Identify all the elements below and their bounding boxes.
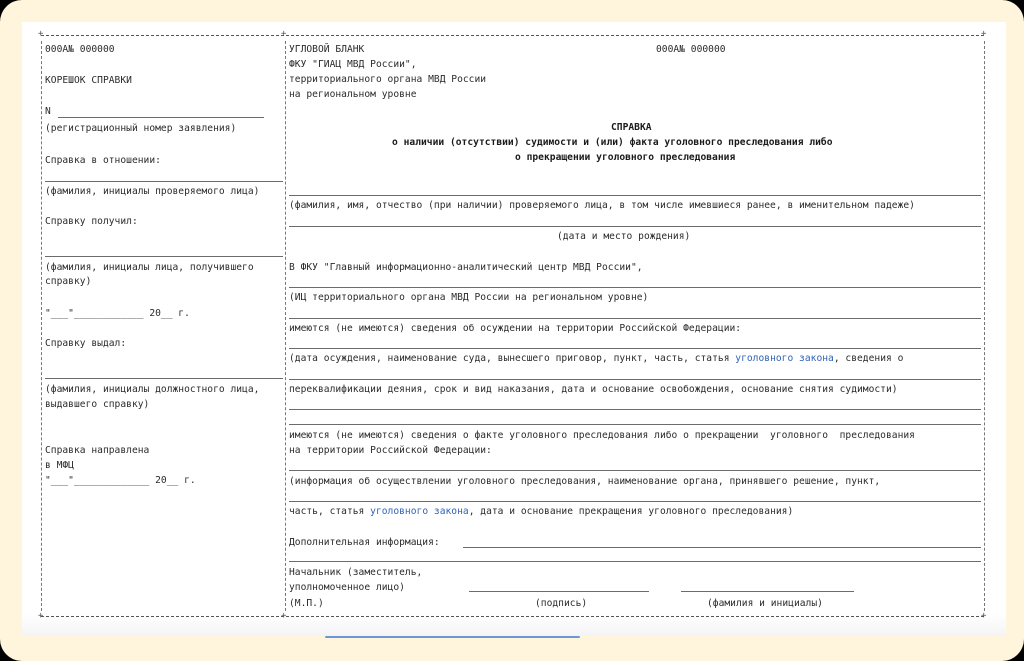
org-line-3: на региональном уровне (289, 89, 417, 100)
conviction-line: имеются (не имеются) сведения об осуждении на территории Российской Федерации: (289, 323, 742, 334)
stub-sent-label-1: Справка направлена (45, 445, 150, 456)
stub-serial: 000A№ 000000 (45, 44, 115, 55)
stub-date-line-2[interactable]: "___"_____________ 20__ г. (45, 475, 196, 486)
right-border (984, 41, 985, 611)
stub-received-caption-1: (фамилия, инициалы лица, получившего (45, 262, 254, 273)
prosecution-caption-2a: часть, статья (289, 506, 371, 517)
corner-mark: + (981, 29, 987, 39)
form-serial: 000A№ 000000 (656, 44, 726, 55)
stub-received-caption-2: справку) (45, 276, 92, 287)
stub-date-line-1[interactable]: "___"____________ 20__ г. (45, 308, 190, 319)
corner-mark: + (38, 611, 44, 621)
birth-caption: (дата и место рождения) (557, 231, 691, 242)
column-divider (285, 41, 286, 611)
to-giac-line: В ФКУ "Главный информационно-аналитический центр МВД России", (289, 262, 643, 273)
conviction-caption-1a: (дата осуждения, наименование суда, вынесшего приговор, пункт, часть, статья (289, 353, 736, 364)
ic-field-2[interactable] (289, 318, 981, 319)
conviction-field-3[interactable] (289, 409, 981, 410)
corner-stamp-label: УГЛОВОЙ БЛАНК (289, 44, 365, 55)
ic-caption: (ИЦ территориального органа МВД России на региональном уровне) (289, 292, 649, 303)
corner-mark: + (38, 29, 44, 39)
stub-regarding-field[interactable] (45, 181, 283, 182)
conviction-field-2[interactable] (289, 379, 981, 380)
org-line-1: ФКУ "ГИАЦ МВД России", (289, 59, 417, 70)
prosecution-field-2[interactable] (289, 501, 981, 502)
prosecution-line-2: на территории Российской Федерации: (289, 445, 492, 456)
stub-issued-caption-2: выдавшего справку) (45, 399, 150, 410)
prosecution-caption-2b: , дата и основание прекращения уголовного преследования) (468, 506, 794, 517)
conviction-caption-1 (289, 353, 903, 365)
document-heading: СПРАВКА (611, 122, 652, 133)
prosecution-field[interactable] (289, 470, 981, 471)
conviction-caption-1b: , сведения о (833, 353, 904, 364)
seal-label: (М.П.) (289, 598, 324, 609)
conviction-caption-2: переквалификации деяния, срок и вид наказания, дата и основание освобождения, основание снятия судимости) (289, 384, 898, 395)
stub-regarding-label: Справка в отношении: (45, 155, 161, 166)
signature-caption: (подпись) (535, 598, 588, 609)
chief-line-2: уполномоченное лицо) (289, 582, 405, 593)
prosecution-caption-1: (информация об осуществлении уголовного преследования, наименование органа, принявшего решение, пункт, (289, 476, 881, 487)
bottom-border (41, 616, 984, 617)
stub-issued-field[interactable] (45, 378, 283, 379)
stub-title: КОРЕШОК СПРАВКИ (45, 75, 132, 86)
person-caption: (фамилия, имя, отчество (при наличии) проверяемого лица, в том числе имевшиеся ранее, в именительном падеже) (289, 200, 915, 211)
ic-field[interactable] (289, 287, 981, 288)
name-caption: (фамилия и инициалы) (707, 598, 823, 609)
document-subheading-2: о прекращении уголовного преследования (515, 152, 736, 163)
stub-sent-label-2: в МФЦ (45, 460, 74, 471)
stub-received-label: Справку получил: (45, 216, 138, 227)
stub-regarding-caption: (фамилия, инициалы проверяемого лица) (45, 186, 260, 197)
conviction-field-4[interactable] (289, 424, 981, 425)
additional-info-field[interactable] (463, 547, 981, 548)
document-subheading-1: о наличии (отсутствии) судимости и (или) факта уголовного преследования либо (392, 137, 833, 148)
stub-received-field[interactable] (45, 256, 283, 257)
stub-issued-label: Справку выдал: (45, 338, 127, 349)
corner-mark: + (281, 611, 287, 621)
stub-number-caption: (регистрационный номер заявления) (45, 123, 237, 134)
chief-line-1: Начальник (заместитель, (289, 567, 423, 578)
corner-mark: + (981, 611, 987, 621)
criminal-law-link[interactable]: уголовного закона (735, 353, 834, 364)
signature-field[interactable] (469, 591, 649, 592)
top-border (41, 35, 984, 36)
additional-info-label: Дополнительная информация: (289, 537, 440, 548)
left-border (41, 41, 42, 611)
person-name-field[interactable] (289, 195, 981, 196)
horizontal-scrollbar[interactable] (325, 636, 580, 638)
additional-info-field-2[interactable] (289, 561, 981, 562)
stub-number-field[interactable] (58, 117, 264, 118)
corner-mark: + (281, 29, 287, 39)
criminal-law-link-2[interactable]: уголовного закона (370, 506, 469, 517)
prosecution-line-1: имеются (не имеются) сведения о факте уголовного преследования либо о прекращении уголовного преследования (289, 430, 915, 441)
stub-issued-caption-1: (фамилия, инициалы должностного лица, (45, 384, 260, 395)
conviction-field[interactable] (289, 348, 981, 349)
birth-field[interactable] (289, 226, 981, 227)
prosecution-caption-2 (289, 506, 793, 518)
org-line-2: территориального органа МВД России (289, 74, 487, 85)
name-field[interactable] (681, 591, 854, 592)
stub-number-label: N (45, 106, 51, 117)
